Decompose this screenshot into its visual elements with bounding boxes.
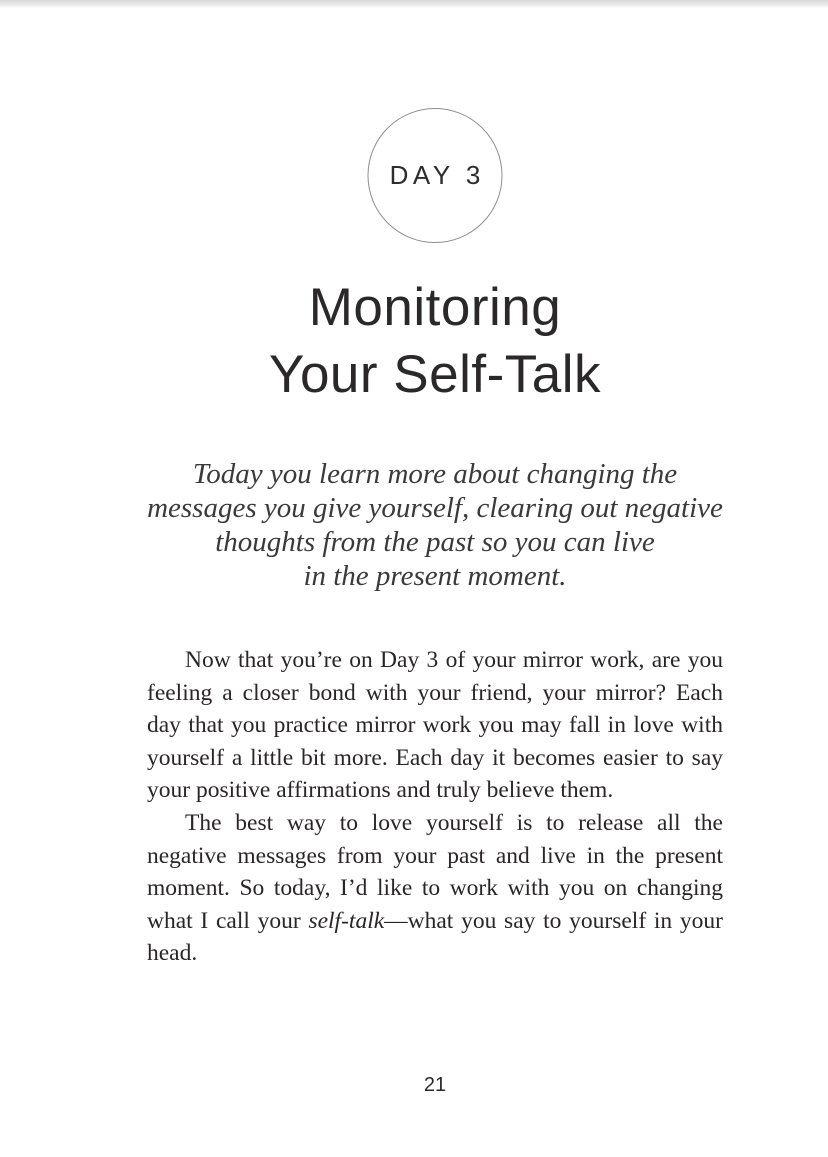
chapter-title-line-1: Monitoring <box>308 278 562 337</box>
page-number: 21 <box>423 1074 447 1096</box>
page-content <box>147 0 723 1157</box>
paragraph-1 <box>147 644 723 807</box>
epigraph-line: messages you give yourself, clearing out negative <box>147 492 723 524</box>
epigraph-line: Today you learn more about changing the <box>192 458 678 490</box>
paragraph-1-text: Now that you’re on Day 3 of your mirror work, are you feeling a closer bond with your friend, your mirror? Each day that you practice mirror work you may fall in love with yourself a little bit more. Each day it becomes easier to say your positive affirmations and truly believe them. <box>147 647 723 804</box>
paragraph-2-italic-term: self-talk <box>308 907 385 934</box>
epigraph-line: thoughts from the past so you can live <box>215 526 655 558</box>
paragraph-2-text-post: —what you say to yourself in your head. <box>147 907 723 967</box>
day-badge-label: DAY 3 <box>389 160 485 190</box>
body-text <box>147 644 723 970</box>
epigraph-line: in the present moment. <box>303 560 567 592</box>
chapter-title-line-2: Your Self-Talk <box>268 345 602 404</box>
day-badge-circle <box>368 108 503 243</box>
chapter-title <box>147 274 723 408</box>
epigraph <box>147 457 723 593</box>
paragraph-2-text-pre: The best way to love yourself is to release all the negative messages from your past and live in the present moment. So today, I’d like to work with you on changing what I call your <box>147 809 723 934</box>
paragraph-2 <box>147 807 723 970</box>
